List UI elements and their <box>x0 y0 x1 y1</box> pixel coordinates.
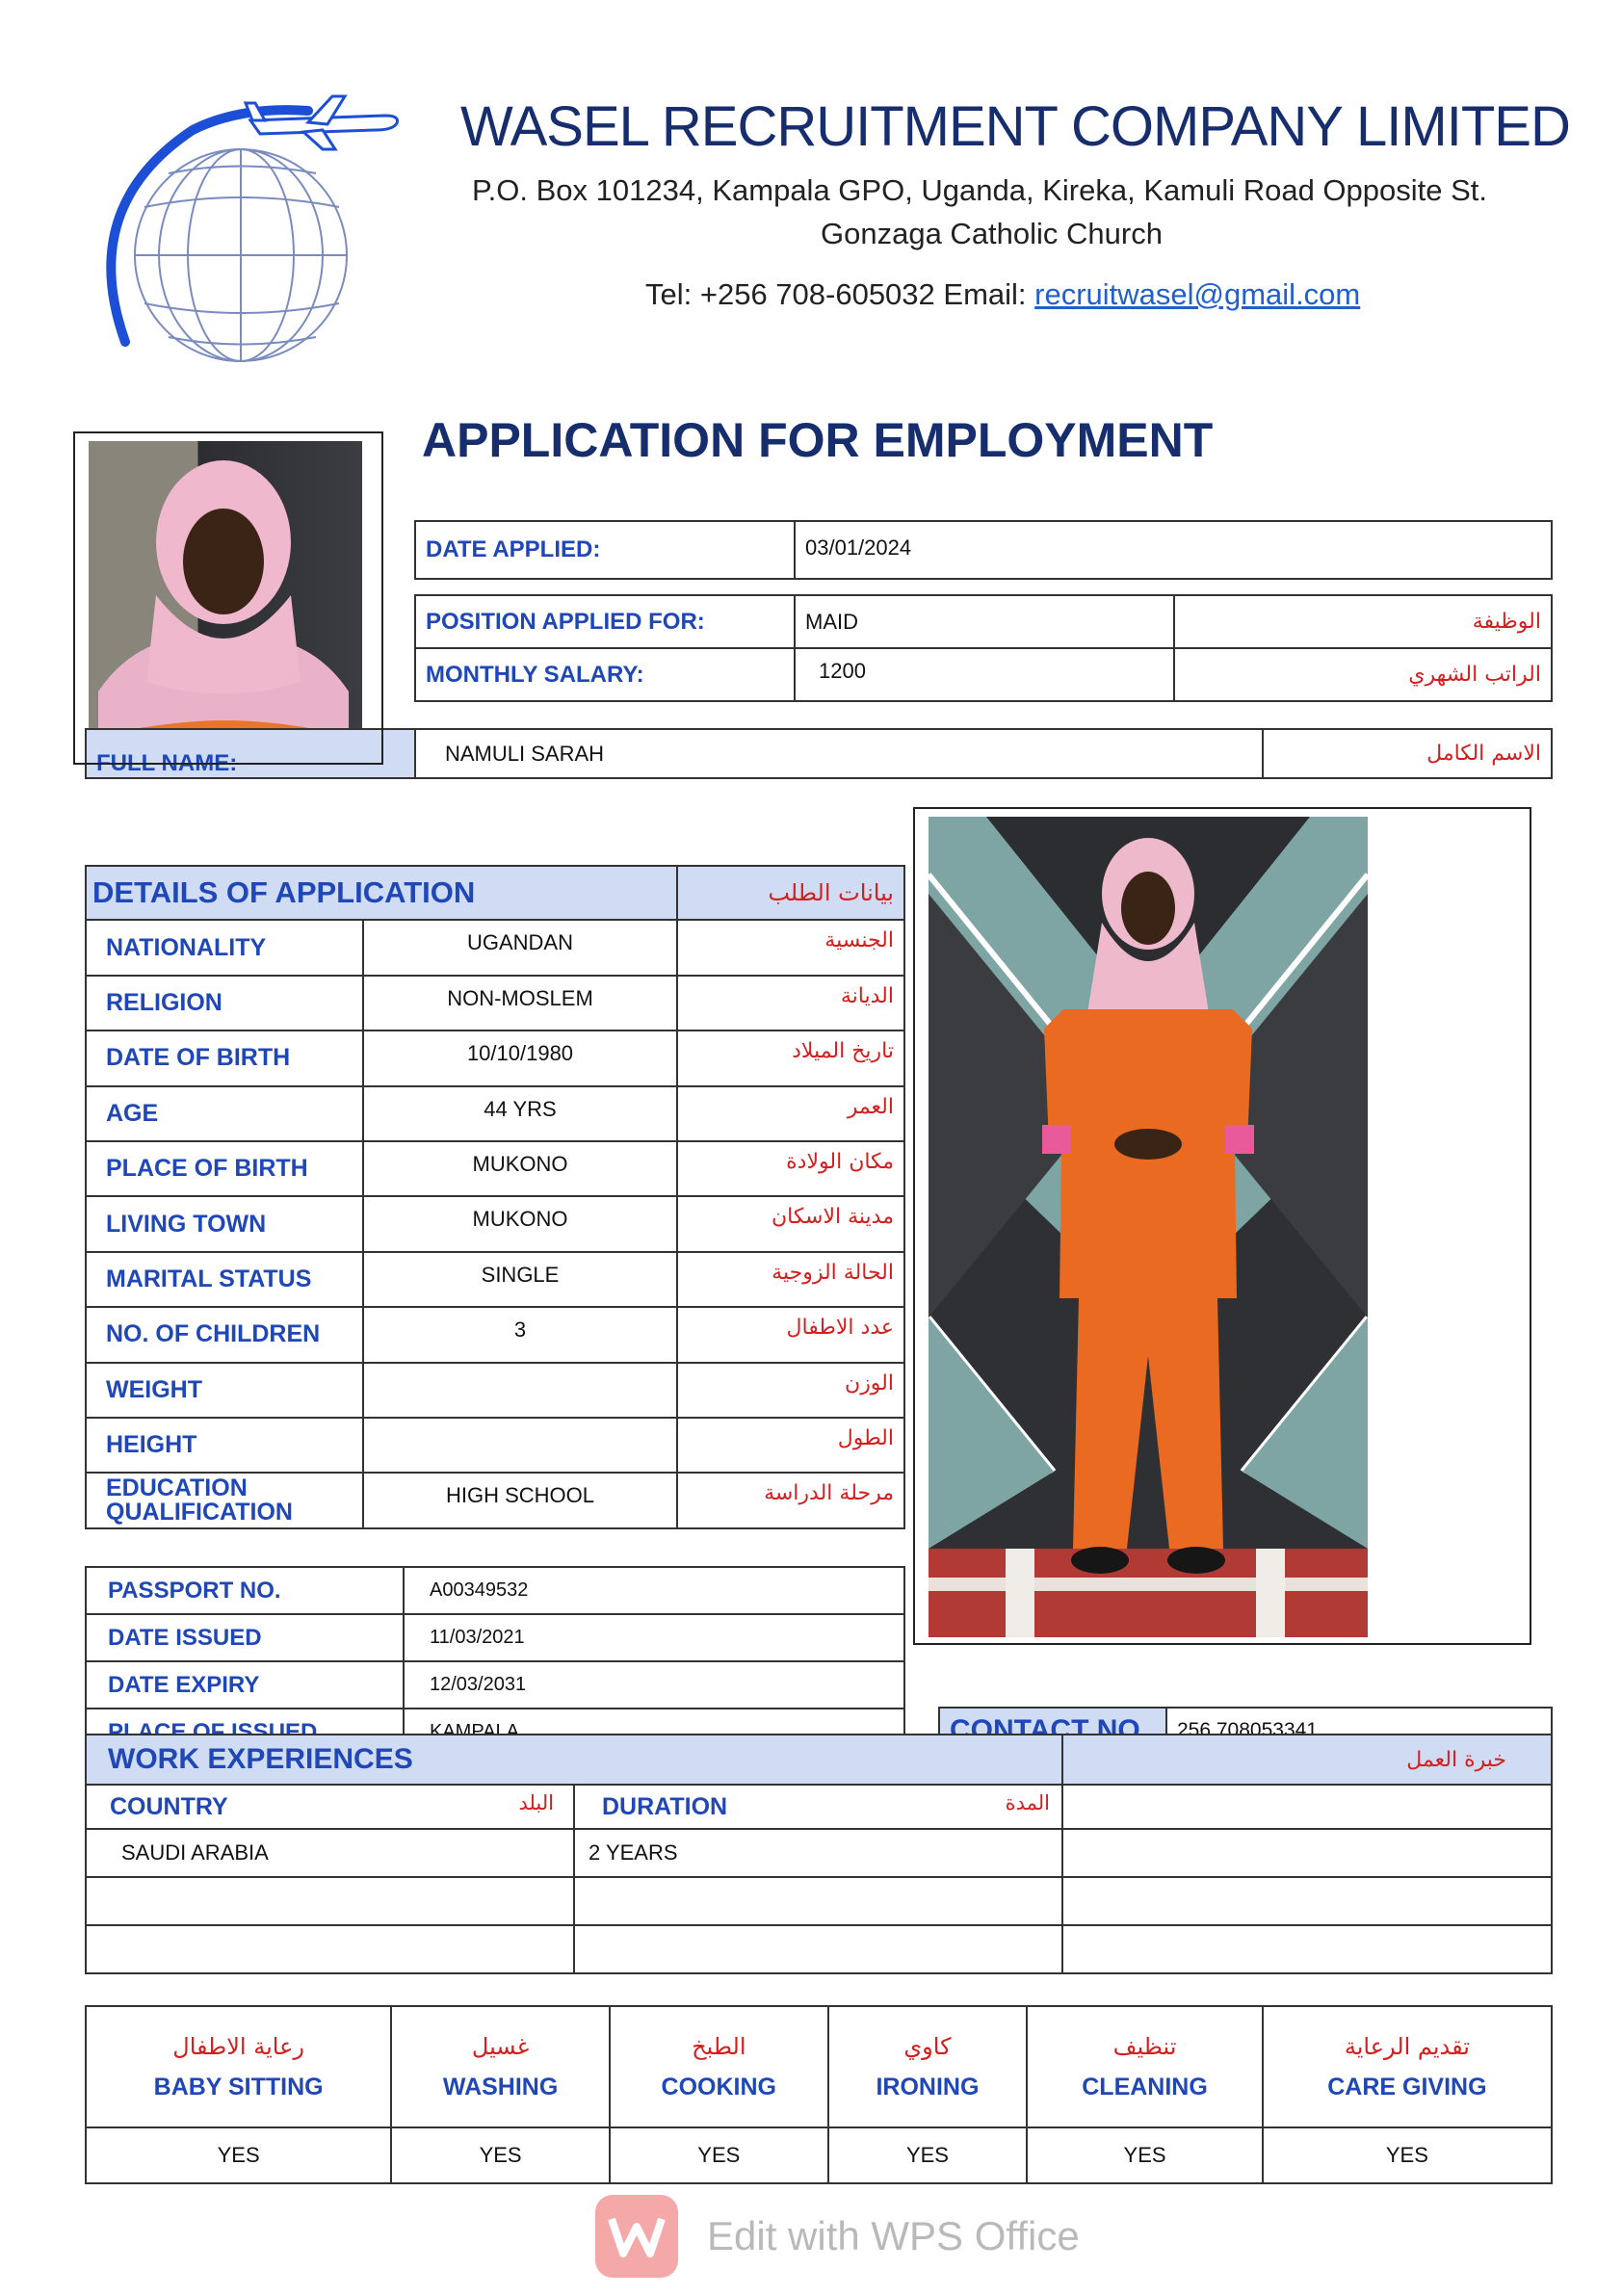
details-ar-text: تاريخ الميلاد <box>792 1039 894 1064</box>
skill-label: CARE GIVING <box>1327 2073 1487 2100</box>
details-label-text: AGE <box>106 1099 159 1127</box>
skill-value-text: YES <box>479 2143 522 2167</box>
skill-ar: تنظيف <box>1112 2032 1177 2060</box>
work-row <box>86 1925 1552 1973</box>
wps-logo-icon <box>595 2195 678 2278</box>
position-ar-text: الوظيفة <box>1472 610 1541 634</box>
details-value <box>363 1252 677 1307</box>
skill-ar: رعاية الاطفال <box>172 2032 304 2060</box>
work-table <box>85 1734 1553 1974</box>
skill-value-text: YES <box>1385 2143 1428 2167</box>
details-ar <box>677 1307 904 1362</box>
passport-table <box>85 1566 905 1757</box>
skill-value <box>1027 2127 1263 2183</box>
fullname-label-text: FULL NAME: <box>96 750 238 776</box>
company-name: WASEL RECRUITMENT COMPANY LIMITED <box>460 95 1570 158</box>
details-ar-text: الحالة الزوجية <box>772 1260 894 1285</box>
work-country-ar: البلد <box>518 1791 554 1814</box>
details-ar <box>677 1473 904 1528</box>
skill-ar: غسيل <box>471 2032 530 2060</box>
details-value-text: SINGLE <box>481 1262 560 1287</box>
details-row <box>86 1418 904 1473</box>
work-country-header <box>86 1785 574 1829</box>
skill-value <box>391 2127 610 2183</box>
skill-label: COOKING <box>661 2073 776 2100</box>
salary-label <box>415 648 795 701</box>
skill-value <box>828 2127 1028 2183</box>
skill-header <box>391 2006 610 2127</box>
passport-label <box>86 1614 404 1661</box>
company-address-line1: P.O. Box 101234, Kampala GPO, Uganda, Kireka, Kamuli Road Opposite St. <box>472 173 1488 207</box>
portrait-photo-frame <box>73 431 383 765</box>
details-ar-text: مكان الولادة <box>786 1150 894 1175</box>
date-applied-table <box>414 520 1553 580</box>
details-label-text: NO. OF CHILDREN <box>106 1320 321 1348</box>
details-value <box>363 1363 677 1418</box>
date-applied-label <box>415 521 795 579</box>
company-address-line2: Gonzaga Catholic Church <box>821 217 1163 250</box>
details-ar-text: الوزن <box>845 1370 894 1396</box>
passport-label-text: DATE ISSUED <box>108 1624 262 1651</box>
details-value <box>363 920 677 975</box>
details-label <box>86 1086 363 1141</box>
details-value-text: UGANDAN <box>466 930 573 955</box>
passport-row <box>86 1661 904 1709</box>
details-header-ar <box>677 866 904 920</box>
work-duration <box>574 1829 1062 1877</box>
details-label-text: HEIGHT <box>106 1431 197 1459</box>
details-label <box>86 1307 363 1362</box>
work-duration-ar: المدة <box>1005 1791 1050 1814</box>
fullname-label <box>86 729 415 778</box>
company-tel: Tel: +256 708-605032 Email: <box>645 277 1035 311</box>
details-label-text: WEIGHT <box>106 1375 202 1403</box>
date-applied-label-text: DATE APPLIED: <box>426 536 601 562</box>
passport-row <box>86 1567 904 1614</box>
details-table <box>85 865 905 1529</box>
details-value-text: NON-MOSLEM <box>447 985 593 1010</box>
skill-header <box>1027 2006 1263 2127</box>
work-country <box>86 1925 574 1973</box>
passport-label-text: PASSPORT NO. <box>108 1577 281 1604</box>
details-ar <box>677 1196 904 1251</box>
details-header-ar-text: بيانات الطلب <box>768 879 894 907</box>
work-header-ar-text: خبرة العمل <box>1406 1747 1506 1772</box>
details-row <box>86 976 904 1031</box>
details-ar-text: مدينة الاسكان <box>772 1205 894 1230</box>
work-extra <box>1062 1877 1552 1925</box>
details-value <box>363 1307 677 1362</box>
details-label-text: LIVING TOWN <box>106 1210 267 1238</box>
details-ar <box>677 976 904 1031</box>
company-email-link[interactable]: recruitwasel@gmail.com <box>1034 277 1361 311</box>
skill-value-text: YES <box>217 2143 260 2167</box>
details-ar <box>677 1418 904 1473</box>
form-title: APPLICATION FOR EMPLOYMENT <box>422 413 1214 467</box>
fullname-ar-text: الاسم الكامل <box>1426 742 1541 766</box>
details-label-text: NATIONALITY <box>106 933 267 961</box>
details-value-text: 10/10/1980 <box>466 1041 574 1066</box>
details-row <box>86 1307 904 1362</box>
skill-ar: تقديم الرعاية <box>1344 2032 1470 2060</box>
details-value <box>363 1418 677 1473</box>
details-row <box>86 1252 904 1307</box>
salary-label-text: MONTHLY SALARY: <box>426 661 644 688</box>
passport-value-text: 12/03/2031 <box>430 1674 527 1695</box>
fullname-value <box>415 729 1263 778</box>
work-extra <box>1062 1829 1552 1877</box>
details-label <box>86 920 363 975</box>
salary-ar-text: الراتب الشهري <box>1408 663 1541 687</box>
wps-watermark-text: Edit with WPS Office <box>707 2213 1080 2258</box>
position-label-text: POSITION APPLIED FOR: <box>426 608 705 635</box>
passport-label-text: DATE EXPIRY <box>108 1671 260 1698</box>
details-label <box>86 976 363 1031</box>
details-value <box>363 1473 677 1528</box>
details-ar <box>677 1141 904 1196</box>
work-duration <box>574 1925 1062 1973</box>
details-row <box>86 1086 904 1141</box>
date-applied-value <box>795 521 1552 579</box>
skill-value <box>610 2127 828 2183</box>
work-duration-text: 2 YEARS <box>589 1840 678 1865</box>
details-row <box>86 1196 904 1251</box>
details-label <box>86 1196 363 1251</box>
passport-label <box>86 1661 404 1709</box>
skill-value <box>86 2127 391 2183</box>
passport-label-text: PLACE OF ISSUED <box>108 1718 318 1745</box>
details-label <box>86 1363 363 1418</box>
work-header-text: WORK EXPERIENCES <box>108 1743 413 1775</box>
passport-value <box>404 1567 904 1614</box>
passport-value-text: 11/03/2021 <box>430 1627 525 1648</box>
details-ar <box>677 1363 904 1418</box>
passport-row <box>86 1614 904 1661</box>
work-country <box>86 1877 574 1925</box>
skill-header <box>828 2006 1028 2127</box>
details-label <box>86 1418 363 1473</box>
skill-value-text: YES <box>1123 2143 1166 2167</box>
work-header-ar <box>1062 1735 1552 1785</box>
details-row <box>86 1363 904 1418</box>
work-duration-label: DURATION <box>602 1792 728 1820</box>
globe-airplane-icon <box>87 91 414 371</box>
work-country <box>86 1829 574 1877</box>
full-body-photo-frame <box>913 807 1531 1645</box>
salary-value <box>795 648 1174 701</box>
portrait-photo <box>89 441 362 755</box>
details-ar-text: عدد الاطفال <box>786 1316 894 1341</box>
work-country-text: SAUDI ARABIA <box>121 1840 269 1865</box>
work-duration-header <box>574 1785 1062 1829</box>
passport-value <box>404 1614 904 1661</box>
details-label <box>86 1031 363 1085</box>
company-contact-line <box>645 277 1360 312</box>
details-value <box>363 976 677 1031</box>
fullname-table <box>85 728 1553 779</box>
details-row <box>86 920 904 975</box>
date-applied-text: 03/01/2024 <box>805 535 912 560</box>
details-ar-text: الطول <box>837 1426 894 1451</box>
skill-value-text: YES <box>697 2143 741 2167</box>
fullname-text: NAMULI SARAH <box>445 741 605 766</box>
details-label-text: EDUCATION QUALIFICATION <box>106 1474 293 1526</box>
work-duration <box>574 1877 1062 1925</box>
details-label-text: MARITAL STATUS <box>106 1265 312 1293</box>
skill-header <box>610 2006 828 2127</box>
skill-label: CLEANING <box>1082 2073 1208 2100</box>
work-extra <box>1062 1925 1552 1973</box>
details-ar-text: الديانة <box>840 983 894 1008</box>
work-country-label: COUNTRY <box>110 1792 228 1820</box>
details-row <box>86 1473 904 1528</box>
skill-ar: الطبخ <box>692 2032 746 2060</box>
details-label <box>86 1473 363 1528</box>
details-ar-text: العمر <box>847 1094 894 1119</box>
work-row <box>86 1829 1552 1877</box>
skill-ar: كاوي <box>903 2032 952 2060</box>
work-header <box>86 1735 1062 1785</box>
skill-value-text: YES <box>905 2143 949 2167</box>
work-row <box>86 1877 1552 1925</box>
contact-label-text: CONTACT NO. <box>950 1714 1149 1746</box>
details-value-text: 3 <box>513 1318 527 1343</box>
fullname-ar <box>1263 729 1552 778</box>
position-ar <box>1174 595 1552 648</box>
skill-label: WASHING <box>442 2073 559 2100</box>
details-label <box>86 1252 363 1307</box>
details-ar <box>677 1031 904 1085</box>
contact-value-text: 256 708053341 <box>1177 1719 1318 1741</box>
details-value-text: 44 YRS <box>484 1096 557 1121</box>
details-label-text: RELIGION <box>106 989 222 1017</box>
details-value-text: MUKONO <box>472 1152 568 1177</box>
position-label <box>415 595 795 648</box>
passport-value <box>404 1661 904 1709</box>
details-label-text: DATE OF BIRTH <box>106 1044 291 1072</box>
details-row <box>86 1141 904 1196</box>
details-header <box>86 866 677 920</box>
salary-text: 1200 <box>819 659 866 683</box>
salary-ar <box>1174 648 1552 701</box>
passport-label <box>86 1567 404 1614</box>
details-value <box>363 1196 677 1251</box>
details-label-text: PLACE OF BIRTH <box>106 1155 308 1183</box>
details-value <box>363 1031 677 1085</box>
position-value <box>795 595 1174 648</box>
skill-header <box>1263 2006 1552 2127</box>
details-value <box>363 1086 677 1141</box>
position-salary-table <box>414 594 1553 702</box>
wps-watermark <box>595 2194 1080 2279</box>
details-label <box>86 1141 363 1196</box>
details-header-text: DETAILS OF APPLICATION <box>92 875 476 910</box>
skills-table <box>85 2005 1553 2184</box>
work-extra-header <box>1062 1785 1552 1829</box>
details-ar <box>677 1252 904 1307</box>
details-value-text: MUKONO <box>472 1207 568 1232</box>
details-value <box>363 1141 677 1196</box>
passport-value-text: KAMPALA <box>430 1721 519 1742</box>
details-ar-text: مرحلة الدراسة <box>764 1481 894 1506</box>
full-body-photo <box>929 817 1368 1637</box>
skill-label: BABY SITTING <box>153 2073 324 2100</box>
skill-header <box>86 2006 391 2127</box>
skill-value <box>1263 2127 1552 2183</box>
skill-label: IRONING <box>876 2073 980 2100</box>
details-row <box>86 1031 904 1085</box>
details-ar-text: الجنسية <box>824 928 894 953</box>
details-ar <box>677 1086 904 1141</box>
passport-value-text: A00349532 <box>430 1579 529 1601</box>
details-value-text: HIGH SCHOOL <box>445 1483 595 1508</box>
position-text: MAID <box>805 609 858 634</box>
details-ar <box>677 920 904 975</box>
company-logo <box>87 91 414 371</box>
